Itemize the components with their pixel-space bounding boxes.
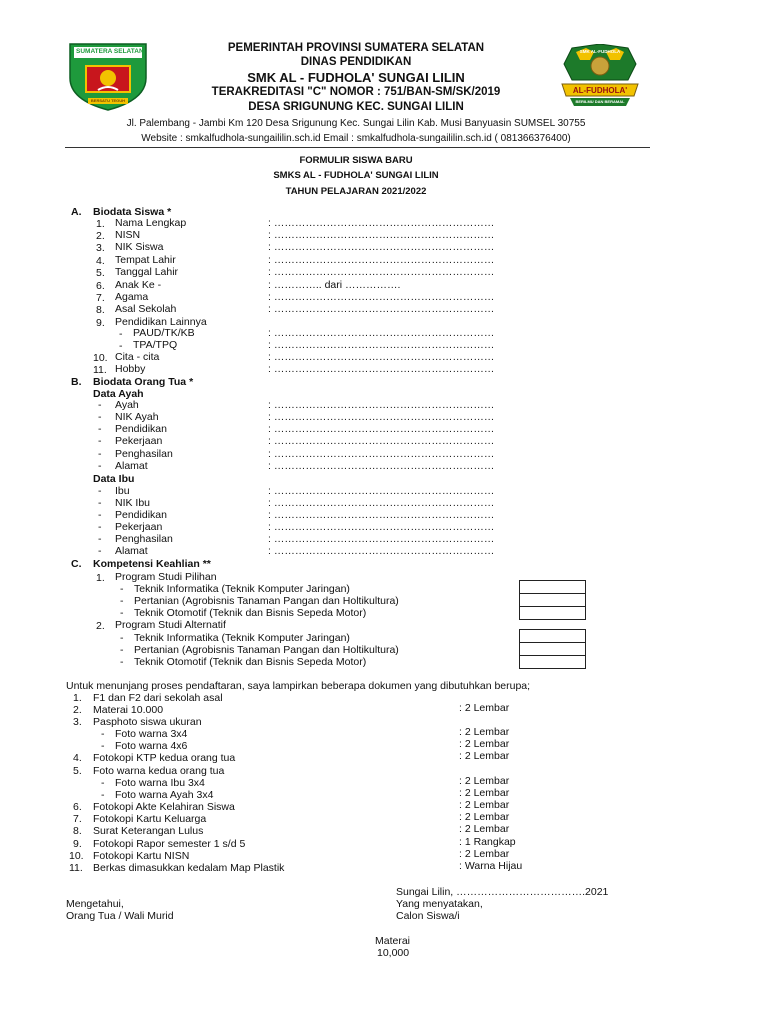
document-label: Foto warna Ibu 3x4 <box>115 777 205 789</box>
header-accreditation: TERAKREDITASI "C" NOMOR : 751/BAN-SM/SK/2019 <box>211 86 501 98</box>
biodata-siswa-num: 10. <box>93 352 108 364</box>
biodata-siswa-label: TPA/TPQ <box>133 339 178 351</box>
biodata-siswa-field[interactable]: : ……………………………………………………… <box>268 266 495 278</box>
parent-ayah-label: Pendidikan <box>115 423 167 435</box>
document-label: Fotokopi Akte Kelahiran Siswa <box>93 801 235 813</box>
document-qty: : Warna Hijau <box>459 860 523 872</box>
parent-ibu-field[interactable]: : ……………………………………………………… <box>268 533 495 545</box>
biodata-siswa-num: 6. <box>96 280 105 292</box>
program-dash: - <box>120 632 124 644</box>
document-qty: : 2 Lembar <box>459 775 510 787</box>
parent-dash: - <box>98 509 102 521</box>
biodata-siswa-field[interactable]: : ……………………………………………………… <box>268 303 495 315</box>
parent-ibu-label: NIK Ibu <box>115 497 151 509</box>
parent-ayah-field[interactable]: : ……………………………………………………… <box>268 399 495 411</box>
document-qty: : 2 Lembar <box>459 799 510 811</box>
document-qty: : 2 Lembar <box>459 811 510 823</box>
biodata-siswa-label: Hobby <box>115 363 146 375</box>
header-address: Jl. Palembang - Jambi Km 120 Desa Srigunung Kec. Sungai Lilin Kab. Musi Banyuasin SUMSEL 30755 <box>126 118 586 129</box>
parent-dash: - <box>98 533 102 545</box>
form-year: TAHUN PELAJARAN 2021/2022 <box>285 186 427 197</box>
header-divider <box>65 147 650 148</box>
biodata-siswa-field[interactable]: : ……………………………………………………… <box>268 291 495 303</box>
biodata-siswa-label: Asal Sekolah <box>115 303 177 315</box>
biodata-siswa-num: 8. <box>96 304 105 316</box>
parent-ayah-field[interactable]: : ……………………………………………………… <box>268 448 495 460</box>
biodata-siswa-label: Cita - cita <box>115 351 160 363</box>
parent-dash: - <box>98 521 102 533</box>
biodata-siswa-label: Nama Lengkap <box>115 217 187 229</box>
biodata-siswa-label: NISN <box>115 229 141 241</box>
documents-intro: Untuk menunjang proses pendaftaran, saya lampirkan beberapa dokumen yang dibutuhkan berupa; <box>66 680 531 692</box>
program-alternatif-checkbox[interactable] <box>519 655 586 669</box>
parent-ayah-label: Alamat <box>115 460 148 472</box>
biodata-siswa-num: 2. <box>96 230 105 242</box>
biodata-siswa-num: - <box>119 328 123 340</box>
biodata-siswa-num: 3. <box>96 242 105 254</box>
parent-ibu-label: Pendidikan <box>115 509 167 521</box>
parent-ayah-field[interactable]: : ……………………………………………………… <box>268 423 495 435</box>
document-qty: : 2 Lembar <box>459 787 510 799</box>
parent-ibu-field[interactable]: : ……………………………………………………… <box>268 509 495 521</box>
form-title: FORMULIR SISWA BARU <box>299 155 413 166</box>
header-line-1: PEMERINTAH PROVINSI SUMATERA SELATAN <box>227 42 485 54</box>
biodata-siswa-label: Anak Ke - <box>115 279 162 291</box>
program-pilihan-option: Teknik Otomotif (Teknik dan Bisnis Sepeda Motor) <box>134 607 367 619</box>
parent-dash: - <box>98 460 102 472</box>
anak-ke-field[interactable]: : ………….. dari ……………. <box>268 279 401 291</box>
document-num: 6. <box>73 801 82 813</box>
parent-dash: - <box>98 545 102 557</box>
program-1-num: 1. <box>96 572 105 584</box>
document-label: Fotokopi Kartu Keluarga <box>93 813 207 825</box>
document-qty: : 2 Lembar <box>459 750 510 762</box>
program-pilihan-option: Pertanian (Agrobisnis Tanaman Pangan dan Holtikultura) <box>134 595 399 607</box>
section-a-letter: A. <box>71 206 82 218</box>
signature-mengetahui: Mengetahui, <box>66 898 124 910</box>
document-label: Foto warna 3x4 <box>115 728 188 740</box>
parent-ibu-label: Ibu <box>115 485 130 497</box>
document-num: 1. <box>73 692 82 704</box>
biodata-siswa-num: 4. <box>96 255 105 267</box>
parent-dash: - <box>98 485 102 497</box>
parent-dash: - <box>98 411 102 423</box>
header-school-name: SMK AL - FUDHOLA' SUNGAI LILIN <box>247 70 465 85</box>
document-num: 11. <box>69 862 83 874</box>
document-qty: : 2 Lembar <box>459 738 510 750</box>
signature-yang-menyatakan: Yang menyatakan, <box>396 898 483 910</box>
program-alternatif-option: Teknik Otomotif (Teknik dan Bisnis Sepeda Motor) <box>134 656 367 668</box>
program-2-title: Program Studi Alternatif <box>115 619 226 631</box>
biodata-siswa-label: PAUD/TK/KB <box>133 327 195 339</box>
program-dash: - <box>120 656 124 668</box>
section-b-title: Biodata Orang Tua * <box>93 376 194 388</box>
document-num: - <box>101 740 105 752</box>
parent-ayah-label: Ayah <box>115 399 139 411</box>
document-qty: : 2 Lembar <box>459 702 510 714</box>
biodata-siswa-field[interactable]: : ……………………………………………………… <box>268 217 495 229</box>
program-1-title: Program Studi Pilihan <box>115 571 217 583</box>
document-label: Pasphoto siswa ukuran <box>93 716 202 728</box>
document-num: 7. <box>73 813 82 825</box>
document-qty: : 2 Lembar <box>459 848 510 860</box>
parent-ayah-field[interactable]: : ……………………………………………………… <box>268 411 495 423</box>
parent-ayah-label: NIK Ayah <box>115 411 159 423</box>
signature-orang-tua: Orang Tua / Wali Murid <box>66 910 174 922</box>
parent-ayah-label: Penghasilan <box>115 448 173 460</box>
section-c-title: Kompetensi Keahlian ** <box>93 558 211 570</box>
left-logo-text: SUMATERA SELATAN <box>76 48 144 55</box>
parent-ibu-field[interactable]: : ……………………………………………………… <box>268 485 495 497</box>
program-pilihan-checkbox[interactable] <box>519 606 586 620</box>
left-logo-motto: BERSATU TEGUH <box>90 98 126 103</box>
form-school: SMKS AL - FUDHOLA' SUNGAI LILIN <box>273 170 439 181</box>
program-pilihan-checkbox[interactable] <box>519 593 586 607</box>
biodata-siswa-num: - <box>119 340 123 352</box>
biodata-siswa-label: Pendidikan Lainnya <box>115 316 207 328</box>
parent-ibu-field[interactable]: : ……………………………………………………… <box>268 521 495 533</box>
biodata-siswa-field[interactable]: : ……………………………………………………… <box>268 229 495 241</box>
document-num: 5. <box>73 765 82 777</box>
section-a-title: Biodata Siswa * <box>93 206 172 218</box>
biodata-siswa-label: Agama <box>115 291 149 303</box>
document-num: - <box>101 789 105 801</box>
program-dash: - <box>120 644 124 656</box>
biodata-siswa-label: Tanggal Lahir <box>115 266 179 278</box>
right-logo-banner-text: AL-FUDHOLA' <box>572 86 628 95</box>
parent-ayah-label: Pekerjaan <box>115 435 163 447</box>
program-dash: - <box>120 583 124 595</box>
document-num: 4. <box>73 752 82 764</box>
header-village: DESA SRIGUNUNG KEC. SUNGAI LILIN <box>248 101 464 113</box>
parent-dash: - <box>98 448 102 460</box>
document-num: - <box>101 728 105 740</box>
parent-ibu-label: Alamat <box>115 545 148 557</box>
document-label: Fotokopi Kartu NISN <box>93 850 190 862</box>
document-label: Foto warna 4x6 <box>115 740 188 752</box>
biodata-siswa-num: 9. <box>96 317 105 329</box>
document-qty: : 2 Lembar <box>459 726 510 738</box>
biodata-siswa-label: Tempat Lahir <box>115 254 176 266</box>
parent-dash: - <box>98 497 102 509</box>
document-num: - <box>101 777 105 789</box>
document-num: 8. <box>73 825 82 837</box>
section-b-letter: B. <box>71 376 82 388</box>
document-label: Foto warna Ayah 3x4 <box>115 789 214 801</box>
biodata-siswa-num: 5. <box>96 267 105 279</box>
biodata-siswa-num: 7. <box>96 292 105 304</box>
parent-ayah-field[interactable]: : ……………………………………………………… <box>268 435 495 447</box>
program-alternatif-option: Teknik Informatika (Teknik Komputer Jaringan) <box>134 632 350 644</box>
data-ayah-title: Data Ayah <box>93 388 144 400</box>
parent-ibu-label: Pekerjaan <box>115 521 163 533</box>
biodata-siswa-num: 1. <box>96 218 105 230</box>
document-label: Surat Keterangan Lulus <box>93 825 204 837</box>
biodata-siswa-label: NIK Siswa <box>115 241 164 253</box>
document-num: 2. <box>73 704 82 716</box>
document-label: Foto warna kedua orang tua <box>93 765 225 777</box>
header-line-2: DINAS PENDIDIKAN <box>300 56 412 68</box>
header-contact: Website : smkalfudhola-sungaililin.sch.id Email : smkalfudhola-sungaililin.sch.id ( 081366376400) <box>141 133 571 144</box>
parent-dash: - <box>98 399 102 411</box>
document-label: Materai 10.000 <box>93 704 164 716</box>
program-pilihan-option: Teknik Informatika (Teknik Komputer Jaringan) <box>134 583 350 595</box>
parent-dash: - <box>98 423 102 435</box>
biodata-siswa-field[interactable]: : ……………………………………………………… <box>268 339 495 351</box>
biodata-siswa-field[interactable]: : ……………………………………………………… <box>268 241 495 253</box>
biodata-siswa-field[interactable]: : ……………………………………………………… <box>268 363 495 375</box>
program-dash: - <box>120 595 124 607</box>
section-c-letter: C. <box>71 558 82 570</box>
biodata-siswa-field[interactable]: : ……………………………………………………… <box>268 351 495 363</box>
document-qty: : 1 Rangkap <box>459 836 516 848</box>
document-label: F1 dan F2 dari sekolah asal <box>93 692 223 704</box>
biodata-siswa-field[interactable]: : ……………………………………………………… <box>268 254 495 266</box>
parent-ibu-field[interactable]: : ……………………………………………………… <box>268 545 495 557</box>
signature-calon-siswa: Calon Siswa/i <box>396 910 460 922</box>
parent-dash: - <box>98 435 102 447</box>
parent-ibu-field[interactable]: : ……………………………………………………… <box>268 497 495 509</box>
parent-ibu-label: Penghasilan <box>115 533 173 545</box>
program-alternatif-checkbox[interactable] <box>519 642 586 656</box>
biodata-siswa-num: 11. <box>93 364 107 376</box>
signature-place-date: Sungai Lilin, ……………………………….2021 <box>396 886 609 898</box>
right-logo-motto: BERILMU DAN BERAMAL <box>575 99 625 104</box>
right-logo-top-text: SMK AL-FUDHOLA <box>579 49 621 54</box>
document-label: Berkas dimasukkan kedalam Map Plastik <box>93 862 285 874</box>
program-pilihan-checkbox[interactable] <box>519 580 586 594</box>
materai-label: Materai <box>375 935 411 947</box>
document-num: 9. <box>73 838 82 850</box>
document-num: 10. <box>69 850 84 862</box>
data-ibu-title: Data Ibu <box>93 473 135 485</box>
program-dash: - <box>120 607 124 619</box>
document-label: Fotokopi KTP kedua orang tua <box>93 752 236 764</box>
document-qty: : 2 Lembar <box>459 823 510 835</box>
parent-ayah-field[interactable]: : ……………………………………………………… <box>268 460 495 472</box>
biodata-siswa-field[interactable]: : ……………………………………………………… <box>268 327 495 339</box>
document-num: 3. <box>73 716 82 728</box>
program-alternatif-option: Pertanian (Agrobisnis Tanaman Pangan dan Holtikultura) <box>134 644 399 656</box>
program-2-num: 2. <box>96 620 105 632</box>
document-label: Fotokopi Rapor semester 1 s/d 5 <box>93 838 246 850</box>
materai-value: 10,000 <box>377 947 410 959</box>
program-alternatif-checkbox[interactable] <box>519 629 586 643</box>
